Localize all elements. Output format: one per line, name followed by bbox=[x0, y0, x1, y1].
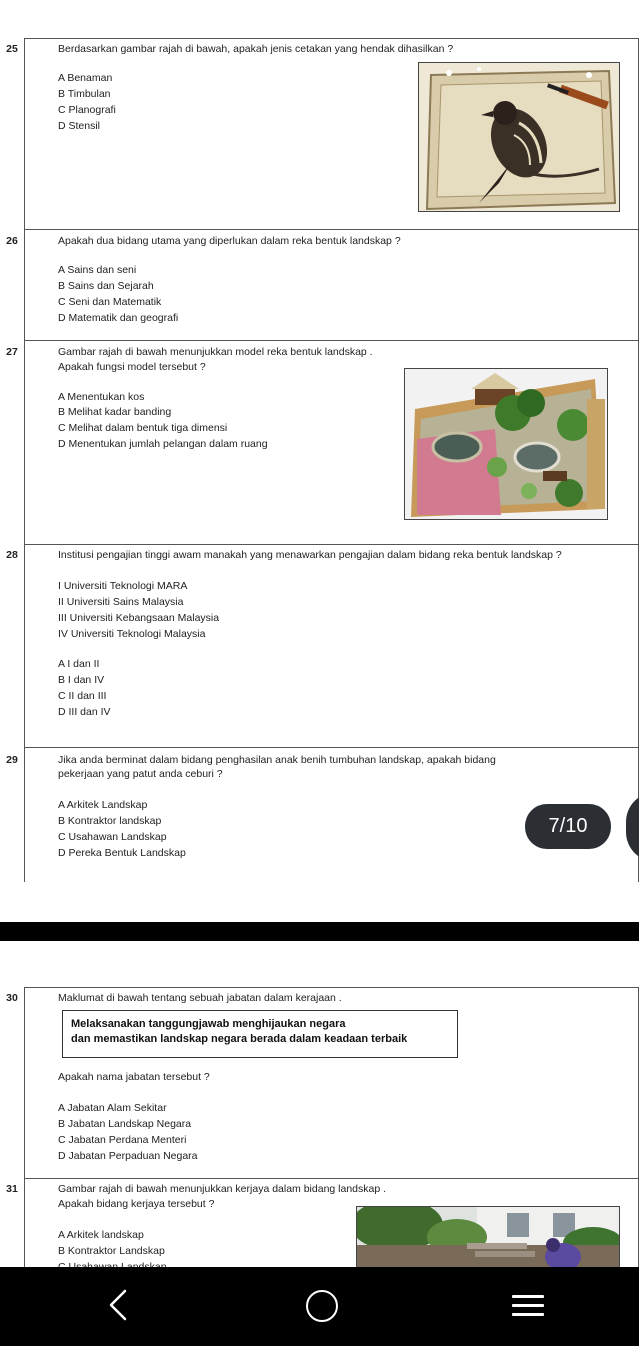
option-a[interactable]: A Arkitek landskap bbox=[58, 1229, 144, 1241]
hamburger-menu-icon[interactable] bbox=[512, 1295, 544, 1317]
question-number: 25 bbox=[6, 43, 18, 55]
option-a[interactable]: A Benaman bbox=[58, 72, 113, 84]
option-a[interactable]: A Jabatan Alam Sekitar bbox=[58, 1102, 167, 1114]
option-c[interactable]: C Jabatan Perdana Menteri bbox=[58, 1134, 187, 1146]
option-c[interactable]: C Seni dan Matematik bbox=[58, 296, 162, 308]
option-a[interactable]: A I dan II bbox=[58, 658, 100, 670]
question-number: 31 bbox=[6, 1183, 18, 1195]
left-border bbox=[24, 987, 25, 1267]
home-circle-icon[interactable] bbox=[306, 1290, 338, 1322]
statement-iii: III Universiti Kebangsaan Malaysia bbox=[58, 612, 220, 624]
statement-iv: IV Universiti Teknologi Malaysia bbox=[58, 628, 206, 640]
info-box-line1: Melaksanakan tanggungjawab menghijaukan negara bbox=[71, 1018, 346, 1030]
chevron-left-icon[interactable] bbox=[103, 1287, 133, 1323]
option-d[interactable]: D III dan IV bbox=[58, 706, 111, 718]
info-box bbox=[62, 1010, 458, 1058]
option-d[interactable]: D Matematik dan geografi bbox=[58, 312, 179, 324]
option-c[interactable]: C Melihat dalam bentuk tiga dimensi bbox=[58, 422, 228, 434]
info-box-line2: dan memastikan landskap negara berada dalam keadaan terbaik bbox=[71, 1033, 408, 1045]
question-27-text-line2: Apakah fungsi model tersebut ? bbox=[58, 361, 206, 373]
option-c[interactable]: C Usahawan Landskap bbox=[58, 831, 167, 843]
option-c[interactable]: C Planografi bbox=[58, 104, 116, 116]
question-30-text: Maklumat di bawah tentang sebuah jabatan dalam kerajaan . bbox=[58, 992, 342, 1004]
option-a[interactable]: A Sains dan seni bbox=[58, 264, 137, 276]
statement-ii: II Universiti Sains Malaysia bbox=[58, 596, 184, 608]
question-27-text-line1: Gambar rajah di bawah menunjukkan model reka bentuk landskap . bbox=[58, 346, 373, 358]
row-divider bbox=[24, 544, 639, 545]
option-c[interactable]: C II dan III bbox=[58, 690, 107, 702]
left-border bbox=[24, 38, 25, 882]
option-a[interactable]: A Menentukan kos bbox=[58, 391, 145, 403]
question-25-text: Berdasarkan gambar rajah di bawah, apakah jenis cetakan yang hendak dihasilkan ? bbox=[58, 43, 454, 55]
question-number: 28 bbox=[6, 549, 18, 561]
question-26-text: Apakah dua bidang utama yang diperlukan dalam reka bentuk landskap ? bbox=[58, 235, 401, 247]
menu-bar bbox=[512, 1295, 544, 1298]
statement-i: I Universiti Teknologi MARA bbox=[58, 580, 188, 592]
row-divider bbox=[24, 38, 639, 39]
option-d[interactable]: D Jabatan Perpaduan Negara bbox=[58, 1150, 198, 1162]
row-divider bbox=[24, 747, 639, 748]
page-separator bbox=[0, 922, 639, 941]
row-divider bbox=[24, 1178, 639, 1179]
question-number: 27 bbox=[6, 346, 18, 358]
row-divider bbox=[24, 340, 639, 341]
question-number: 29 bbox=[6, 754, 18, 766]
option-b[interactable]: B Jabatan Landskap Negara bbox=[58, 1118, 192, 1130]
question-28-text: Institusi pengajian tinggi awam manakah yang menawarkan pengajian dalam bidang reka bentuk landskap ? bbox=[58, 549, 562, 561]
option-d[interactable]: D Menentukan jumlah pelangan dalam ruang bbox=[58, 438, 268, 450]
option-b[interactable]: B Melihat kadar banding bbox=[58, 406, 172, 418]
woodcut-illustration bbox=[419, 63, 620, 212]
landscape-model-illustration bbox=[405, 369, 608, 520]
landscape-worker-image bbox=[356, 1206, 620, 1267]
question-31-text-line1: Gambar rajah di bawah menunjukkan kerjaya dalam bidang landskap . bbox=[58, 1183, 387, 1195]
option-d[interactable]: D Pereka Bentuk Landskap bbox=[58, 847, 186, 859]
landscape-worker-illustration bbox=[357, 1207, 620, 1267]
option-b[interactable]: B Timbulan bbox=[58, 88, 111, 100]
question-number: 30 bbox=[6, 992, 18, 1004]
question-number: 26 bbox=[6, 235, 18, 247]
option-b[interactable]: B I dan IV bbox=[58, 674, 105, 686]
menu-bar bbox=[512, 1304, 544, 1307]
menu-bar bbox=[512, 1313, 544, 1316]
option-b[interactable]: B Kontraktor Landskap bbox=[58, 1245, 165, 1257]
question-29-text-line1: Jika anda berminat dalam bidang penghasilan anak benih tumbuhan landskap, apakah bidang bbox=[58, 754, 496, 766]
landscape-model-image bbox=[404, 368, 608, 520]
question-29-text-line2: pekerjaan yang patut anda ceburi ? bbox=[58, 768, 223, 780]
option-a[interactable]: A Arkitek Landskap bbox=[58, 799, 148, 811]
page-counter: 7/10 bbox=[525, 804, 611, 849]
woodcut-bird-image bbox=[418, 62, 620, 212]
option-d[interactable]: D Stensil bbox=[58, 120, 101, 132]
question-31-text-line2: Apakah bidang kerjaya tersebut ? bbox=[58, 1198, 215, 1210]
row-divider bbox=[24, 229, 639, 230]
question-30-prompt: Apakah nama jabatan tersebut ? bbox=[58, 1071, 210, 1083]
option-b[interactable]: B Sains dan Sejarah bbox=[58, 280, 154, 292]
option-b[interactable]: B Kontraktor landskap bbox=[58, 815, 162, 827]
row-divider bbox=[24, 987, 639, 988]
